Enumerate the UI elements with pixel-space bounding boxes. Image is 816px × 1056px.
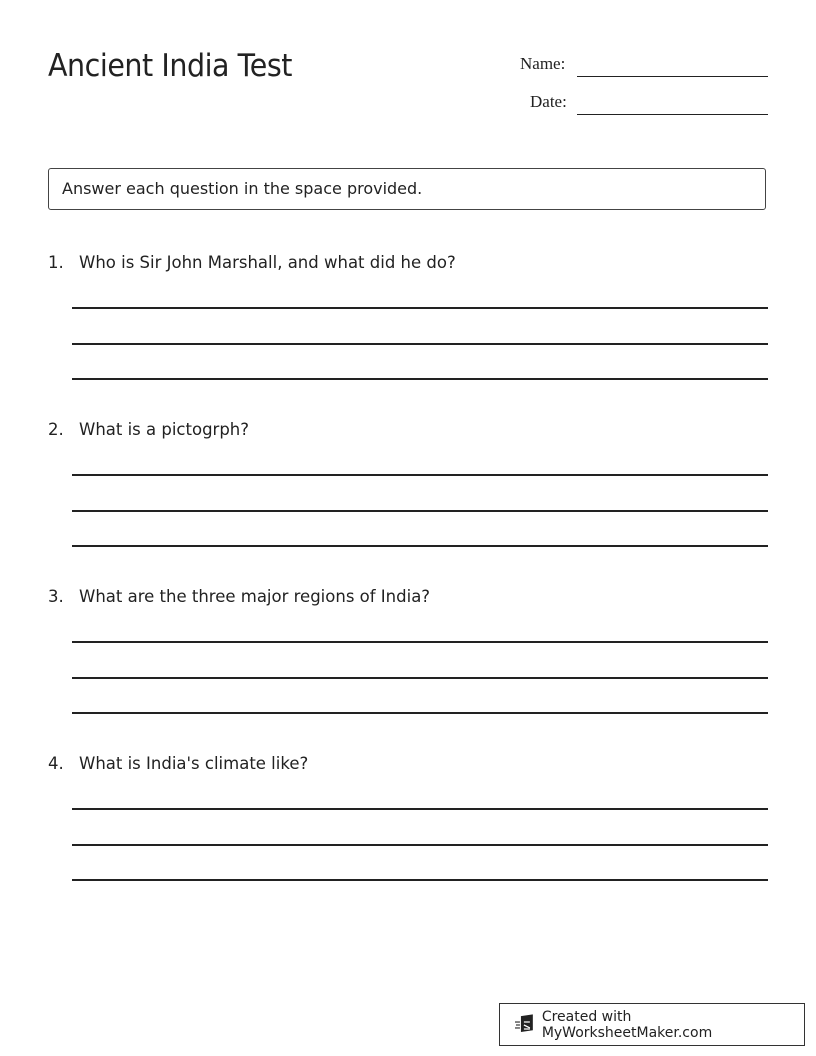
page-title: Ancient India Test <box>48 48 293 84</box>
answer-line[interactable] <box>72 641 768 643</box>
worksheet-logo-icon <box>514 1014 536 1036</box>
question-number: 1. <box>48 253 64 272</box>
answer-line[interactable] <box>72 712 768 714</box>
question-text: Who is Sir John Marshall, and what did he do? <box>79 253 456 272</box>
instructions-box: Answer each question in the space provided. <box>48 168 766 210</box>
answer-line[interactable] <box>72 474 768 476</box>
question-number: 4. <box>48 754 64 773</box>
date-line[interactable] <box>577 114 768 115</box>
question-number: 3. <box>48 587 64 606</box>
answer-line[interactable] <box>72 307 768 309</box>
answer-line[interactable] <box>72 879 768 881</box>
answer-line[interactable] <box>72 677 768 679</box>
answer-line[interactable] <box>72 545 768 547</box>
question-2 <box>48 420 249 439</box>
answer-line[interactable] <box>72 343 768 345</box>
question-text: What is a pictogrph? <box>79 420 250 439</box>
question-3 <box>48 587 430 606</box>
answer-line[interactable] <box>72 378 768 380</box>
question-text: What are the three major regions of India? <box>79 587 431 606</box>
answer-line[interactable] <box>72 510 768 512</box>
footer-text: Created with MyWorksheetMaker.com <box>541 1008 713 1041</box>
name-label: Name: <box>520 54 566 73</box>
date-label: Date: <box>530 92 567 111</box>
name-line[interactable] <box>577 76 768 77</box>
answer-line[interactable] <box>72 844 768 846</box>
answer-line[interactable] <box>72 808 768 810</box>
question-1 <box>48 253 456 272</box>
question-number: 2. <box>48 420 64 439</box>
footer-badge <box>499 1003 805 1046</box>
question-4 <box>48 754 308 773</box>
question-text: What is India's climate like? <box>79 754 309 773</box>
